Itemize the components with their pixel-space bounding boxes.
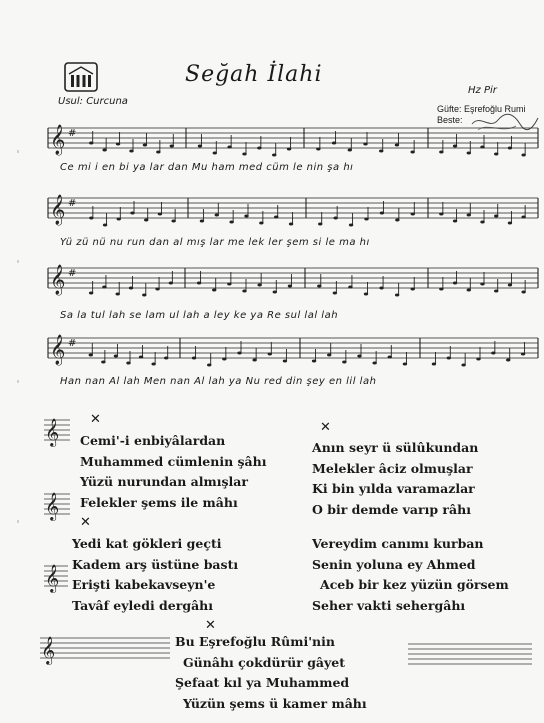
- stanza-1-right: [312, 438, 478, 520]
- note-head: [364, 293, 368, 296]
- treble-clef-icon: 𝄞: [45, 418, 60, 446]
- note-head: [348, 149, 352, 152]
- note-head: [461, 364, 465, 367]
- note-head: [467, 152, 471, 155]
- note-head: [403, 363, 407, 366]
- poem-line: Erişti kabekavseyn'e: [72, 577, 216, 592]
- note-head: [447, 357, 451, 360]
- note-head: [439, 288, 443, 291]
- poem-line: O bir demde varıp râhı: [312, 501, 471, 517]
- stanza-3: [175, 632, 367, 714]
- note-head: [379, 287, 383, 290]
- cross-mark-icon: ✕: [80, 515, 91, 530]
- note-head: [130, 212, 134, 215]
- note-head: [102, 286, 106, 289]
- note-head: [257, 284, 261, 287]
- poem-line: Bu Eşrefoğlu Rûmi'nin: [175, 634, 335, 649]
- note-head: [521, 353, 525, 356]
- note-head: [257, 147, 261, 150]
- note-head: [89, 217, 93, 220]
- note-head: [411, 213, 415, 216]
- poem-line: Aceb bir kez yüzün görsem: [320, 577, 509, 592]
- note-head: [143, 144, 147, 147]
- poem-line: Yedi kat gökleri geçti: [72, 536, 222, 551]
- note-head: [89, 292, 93, 295]
- note-head: [273, 291, 277, 294]
- poem-line: Seher vakti sehergâhı: [312, 597, 466, 613]
- note-head: [259, 222, 263, 225]
- note-head: [349, 224, 353, 227]
- note-head: [521, 216, 525, 219]
- poem-line: Senin yoluna ey Ahmed: [312, 556, 476, 572]
- poem-line: Felekler şems ile mâhı: [80, 494, 238, 510]
- note-head: [129, 287, 133, 290]
- note-head: [521, 291, 525, 294]
- note-head: [476, 358, 480, 361]
- note-head: [348, 286, 352, 289]
- note-head: [410, 151, 414, 154]
- note-head: [439, 213, 443, 216]
- note-head: [388, 356, 392, 359]
- note-head: [114, 355, 118, 358]
- note-head: [200, 220, 204, 223]
- note-head: [395, 144, 399, 147]
- usul-label: Usul: Curcuna: [58, 96, 128, 107]
- notation-lyric-line: Sa la tul lah se lam ul lah a ley ke ya Re sul lal lah: [60, 310, 339, 321]
- note-head: [237, 352, 241, 355]
- note-head: [164, 357, 168, 360]
- note-head: [171, 220, 175, 223]
- notation-lyric-line: Ce mi i en bi ya lar dan Mu ham med cüm le nin şa hı: [60, 162, 354, 173]
- note-head: [312, 360, 316, 363]
- note-head: [117, 218, 121, 221]
- note-head: [380, 212, 384, 215]
- poem-line: Anın seyr ü sülûkundan: [312, 440, 479, 455]
- note-head: [395, 294, 399, 297]
- treble-clef-icon: 𝄞: [50, 265, 66, 295]
- note-head: [432, 363, 436, 366]
- note-head: [272, 154, 276, 157]
- note-head: [142, 294, 146, 297]
- sharp-sign-icon: #: [68, 338, 77, 349]
- note-head: [439, 151, 443, 154]
- poem-line: Vereydim canımı kurban: [312, 536, 484, 551]
- poem-line: Tavâf eyledi dergâhı: [72, 597, 214, 613]
- note-head: [491, 352, 495, 355]
- note-head: [379, 150, 383, 153]
- note-head: [116, 293, 120, 296]
- note-head: [506, 359, 510, 362]
- note-head: [342, 361, 346, 364]
- note-head: [357, 355, 361, 358]
- note-head: [242, 153, 246, 156]
- gufte-label: Güfte: Eşrefoğlu Rumi: [437, 104, 526, 114]
- poem-line: Melekler âciz olmuşlar: [312, 460, 473, 476]
- poem-line: Şefaat kıl ya Muhammed: [175, 675, 350, 690]
- note-head: [316, 148, 320, 151]
- note-head: [411, 288, 415, 291]
- stanza-1-left: [80, 431, 267, 513]
- note-head: [139, 356, 143, 359]
- note-head: [453, 145, 457, 148]
- note-head: [89, 142, 93, 145]
- note-head: [207, 364, 211, 367]
- note-head: [494, 153, 498, 156]
- treble-clef-icon: 𝄞: [41, 636, 56, 664]
- note-head: [268, 353, 272, 356]
- note-head: [116, 143, 120, 146]
- note-head: [102, 149, 106, 152]
- note-head: [222, 358, 226, 361]
- note-head: [213, 152, 217, 155]
- note-head: [151, 363, 155, 366]
- poem-line: Günâhı çokdürür gâyet: [183, 654, 346, 670]
- note-head: [395, 219, 399, 222]
- note-head: [288, 285, 292, 288]
- note-head: [229, 221, 233, 224]
- note-head: [169, 282, 173, 285]
- note-head: [363, 143, 367, 146]
- note-head: [453, 282, 457, 285]
- note-head: [494, 290, 498, 293]
- note-head: [480, 283, 484, 286]
- note-head: [144, 219, 148, 222]
- note-head: [289, 223, 293, 226]
- treble-clef-icon: 𝄞: [45, 492, 60, 520]
- note-head: [332, 142, 336, 145]
- note-head: [197, 282, 201, 285]
- page-title: Seğah İlahi: [185, 62, 323, 87]
- notation-lyric-line: Han nan Al lah Men nan Al lah ya Nu red din şey en lil lah: [60, 376, 377, 387]
- note-head: [283, 360, 287, 363]
- note-head: [333, 292, 337, 295]
- note-head: [508, 284, 512, 287]
- sharp-sign-icon: #: [68, 268, 77, 279]
- note-head: [103, 224, 107, 227]
- cross-mark-icon: ✕: [90, 412, 101, 427]
- note-head: [508, 222, 512, 225]
- note-head: [158, 213, 162, 216]
- treble-clef-icon: 𝄞: [50, 195, 66, 225]
- note-head: [198, 145, 202, 148]
- poem-line: Kadem arş üstüne bastı: [72, 556, 239, 572]
- note-head: [521, 154, 525, 157]
- stanza-2-left: [72, 534, 238, 616]
- note-head: [227, 146, 231, 149]
- note-head: [317, 285, 321, 288]
- note-head: [252, 359, 256, 362]
- note-head: [215, 214, 219, 217]
- note-head: [155, 288, 159, 291]
- note-head: [89, 354, 93, 357]
- treble-clef-icon: 𝄞: [50, 125, 66, 155]
- note-head: [244, 215, 248, 218]
- note-head: [192, 357, 196, 360]
- note-head: [327, 354, 331, 357]
- note-head: [170, 145, 174, 148]
- poem-line: Yüzün şems ü kamer mâhı: [183, 695, 367, 711]
- beste-label: Beste:: [437, 115, 463, 125]
- note-head: [227, 283, 231, 286]
- poem-line: Ki bin yılda varamazlar: [312, 481, 475, 496]
- note-head: [494, 215, 498, 218]
- note-head: [333, 217, 337, 220]
- note-head: [364, 218, 368, 221]
- treble-clef-icon: 𝄞: [45, 564, 60, 592]
- notation-lyric-line: Yü zü nü nu run dan al mış lar me lek ler şem si le ma hı: [60, 237, 370, 248]
- note-head: [129, 150, 133, 153]
- cross-mark-icon: ✕: [205, 618, 216, 633]
- note-head: [467, 289, 471, 292]
- treble-clef-icon: 𝄞: [50, 335, 66, 365]
- note-head: [126, 362, 130, 365]
- poem-line: Yüzü nurundan almışlar: [80, 474, 248, 489]
- sharp-sign-icon: #: [68, 128, 77, 139]
- note-head: [480, 146, 484, 149]
- poem-line: Cemi'-i enbiyâlardan: [80, 433, 226, 448]
- sharp-sign-icon: #: [68, 198, 77, 209]
- note-head: [287, 148, 291, 151]
- note-head: [101, 361, 105, 364]
- note-head: [372, 362, 376, 365]
- stanza-2-right: [312, 534, 509, 616]
- note-head: [156, 151, 160, 154]
- note-head: [212, 289, 216, 292]
- note-head: [242, 290, 246, 293]
- poem-line: Muhammed cümlenin şâhı: [80, 453, 267, 469]
- attribution-label: Hz Pir: [468, 85, 497, 96]
- note-head: [318, 223, 322, 226]
- cross-mark-icon: ✕: [320, 420, 331, 435]
- note-head: [467, 214, 471, 217]
- note-head: [453, 220, 457, 223]
- note-head: [480, 221, 484, 224]
- note-head: [274, 216, 278, 219]
- note-head: [508, 147, 512, 150]
